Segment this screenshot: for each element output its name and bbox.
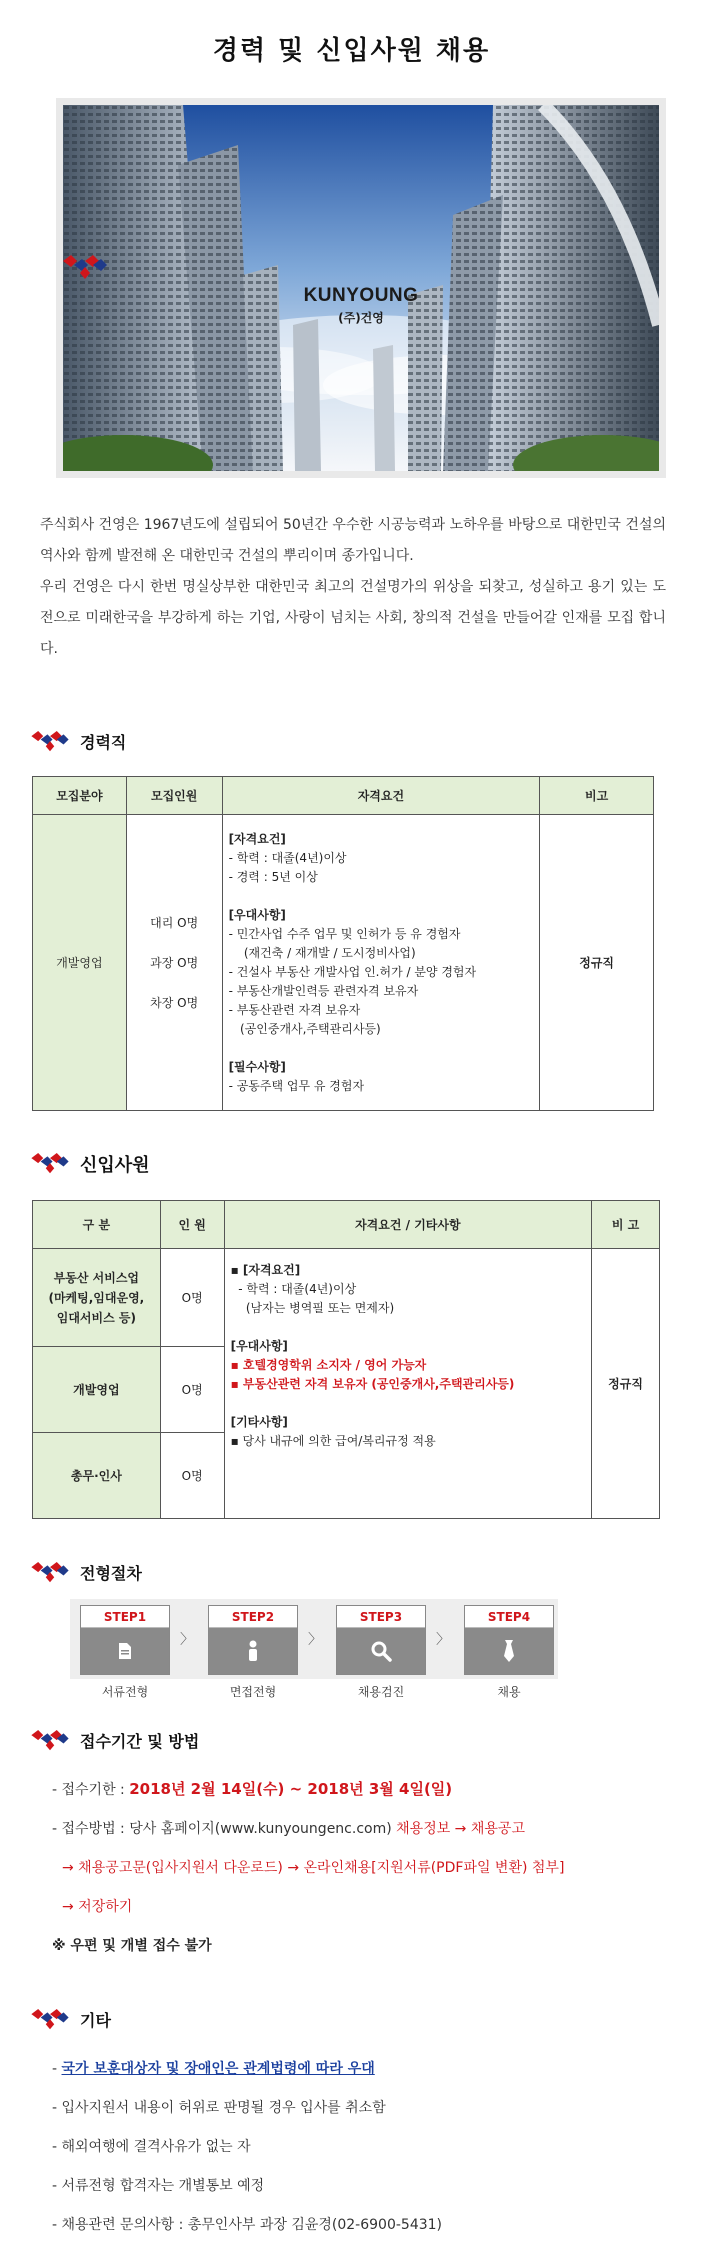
list-item: - 해외여행에 결격사유가 없는 자 [52,2139,251,2155]
req-line: (남자는 병역필 또는 면제자) [230,1301,395,1315]
req-line: - 학력 : 대졸(4년)이상 [230,1282,357,1296]
apply-method-label: - 접수방법 : 당사 홈페이지(www.kunyoungenc.com) [52,1821,397,1837]
process-steps [70,1599,558,1679]
section-etc-heading [30,2008,111,2031]
etc-list [52,2050,442,2245]
process-step-3 [336,1605,426,1675]
req-line: (재건축 / 재개발 / 도시정비사업) [228,945,416,960]
apply-period-label: - 접수기한 : [52,1782,130,1798]
search-icon [370,1640,392,1662]
step-caption: 채용 [497,1685,521,1699]
section-career-title: 경력직 [80,733,127,752]
req-line: (공인중개사,주택관리사등) [228,1021,381,1036]
step-arrow: 〉 [436,1632,450,1648]
req-heading: ▪ [자격요건] [230,1263,301,1277]
newhire-count-cell: O명 [160,1249,224,1347]
kunyoung-logo-icon [30,1562,70,1584]
apply-method-path: → 채용공고문(입사지원서 다운로드) → 온라인채용[지원서류(PDF파일 변환) 첨부] [62,1860,565,1876]
step-arrow: 〉 [180,1632,194,1648]
apply-method-path: → 저장하기 [62,1899,133,1915]
section-process-heading [30,1561,142,1584]
col-header: 자격요건 / 기타사항 [224,1201,592,1249]
tie-icon [501,1639,517,1663]
col-header: 자격요건 [222,777,540,815]
list-item: - 채용관련 문의사항 : 총무인사부 과장 김윤경(02-6900-5431) [52,2217,443,2233]
list-item-prefix: - [52,2061,62,2077]
req-line: - 건설사 부동산 개발사업 인.허가 / 분양 경험자 [228,964,477,979]
req-line-highlight: ▪ 호텔경영학위 소지자 / 영어 가능자 [230,1358,427,1372]
col-header: 인 원 [160,1201,224,1249]
career-table-header [33,777,654,815]
step-label: STEP3 [337,1606,425,1628]
req-heading: [자격요건] [228,831,286,846]
req-line: - 학력 : 대졸(4년)이상 [228,850,347,865]
step-label: STEP4 [465,1606,553,1628]
req-line: - 경력 : 5년 이상 [228,869,318,884]
career-count-item: 대리 O명 [150,915,199,930]
section-career-heading [30,730,126,753]
apply-period [52,1770,564,1810]
req-line: - 부동산개발인력등 관련자격 보유자 [228,983,419,998]
newhire-field-cell [33,1249,161,1347]
newhire-table [32,1200,660,1519]
newhire-field-cell: 총무·인사 [33,1433,161,1519]
kunyoung-logo-icon [30,1153,70,1175]
intro-paragraph-2: 우리 건영은 다시 한번 명실상부한 대한민국 최고의 건설명가의 위상을 되찾고, 성실하고 용기 있는 도전으로 미래한국을 부강하게 하는 기업, 사랑이 넘치는 사회, 창의적 건설을 만들어갈 인재를 모집 합니다. [40,579,666,657]
hero-image [56,98,666,478]
apply-details [52,1770,564,1966]
intro-paragraph-1: 주식회사 건영은 1967년도에 설립되어 50년간 우수한 시공능력과 노하우를 바탕으로 대한민국 건설의 역사와 함께 발전해 온 대한민국 건설의 뿌리이며 종가입니다. [40,517,666,564]
process-step-2 [208,1605,298,1675]
list-item [52,2050,442,2089]
apply-method-path: 채용정보 → 채용공고 [396,1821,525,1837]
req-heading: [우대사항] [230,1339,288,1353]
req-heading: [우대사항] [228,907,286,922]
newhire-count-cell: O명 [160,1347,224,1433]
career-requirements-cell [222,815,540,1111]
col-header: 비고 [540,777,654,815]
col-header: 모집분야 [33,777,127,815]
step-label: STEP1 [81,1606,169,1628]
person-icon [245,1640,261,1662]
req-line: - 부동산관련 자격 보유자 [228,1002,361,1017]
process-step-1 [80,1605,170,1675]
career-count-item: 차장 O명 [150,995,199,1010]
step-caption: 면접전형 [229,1685,277,1699]
step-arrow: 〉 [308,1632,322,1648]
list-item: - 입사지원서 내용이 허위로 판명될 경우 입사를 취소함 [52,2100,386,2116]
apply-notice: ※ 우편 및 개별 접수 불가 [52,1938,212,1954]
kunyoung-logo-icon [30,2009,70,2031]
req-line: - 민간사업 수주 업무 및 인허가 등 유 경험자 [228,926,461,941]
col-header: 모집인원 [126,777,222,815]
table-row [33,1249,660,1347]
veterans-preference-link[interactable]: 국가 보훈대상자 및 장애인은 관계법령에 따라 우대 [61,2061,375,2077]
newhire-field-line: 임대서비스 등) [56,1310,136,1325]
req-line-highlight: ▪ 부동산관련 자격 보유자 (공인중개사,주택관리사등) [230,1377,515,1391]
req-heading: [필수사항] [228,1059,286,1074]
newhire-requirements-cell [224,1249,592,1519]
kunyoung-logo-icon [30,731,70,753]
process-step-4 [464,1605,554,1675]
col-header: 구 분 [33,1201,161,1249]
career-table [32,776,654,1111]
logo-brand-text: KUNYOUNG [303,285,419,306]
company-logo [63,255,659,326]
newhire-count-cell: O명 [160,1433,224,1519]
section-process-title: 전형절차 [80,1564,142,1583]
step-label: STEP2 [209,1606,297,1628]
kunyoung-logo-icon [30,1730,70,1752]
table-row [33,815,654,1111]
newhire-field-cell: 개발영업 [33,1347,161,1433]
kunyoung-logo-icon [63,255,107,281]
col-header: 비 고 [592,1201,660,1249]
section-apply-title: 접수기간 및 방법 [80,1732,200,1751]
apply-period-value: 2018년 2월 14일(수) ~ 2018년 3월 4일(일) [129,1780,453,1798]
step-caption: 채용검진 [357,1685,405,1699]
req-line: - 공동주택 업무 유 경험자 [228,1078,365,1093]
newhire-field-line: 부동산 서비스업 [53,1270,140,1285]
page-title: 경력 및 신입사원 채용 [212,36,491,66]
list-item: - 서류전형 합격자는 개별통보 예정 [52,2178,265,2194]
section-newhire-title: 신입사원 [80,1155,150,1176]
career-count-item: 과장 O명 [150,955,199,970]
logo-sub-text: (주)건영 [338,311,384,325]
newhire-table-header [33,1201,660,1249]
section-apply-heading [30,1729,199,1752]
career-count-cell [126,815,222,1111]
newhire-note-cell: 정규직 [592,1249,660,1519]
career-field-cell: 개발영업 [33,815,127,1111]
req-line: ▪ 당사 내규에 의한 급여/복리규정 적용 [230,1434,436,1448]
document-icon [117,1642,133,1660]
section-newhire-heading [30,1151,150,1177]
step-caption: 서류전형 [101,1685,149,1699]
apply-method [52,1810,564,1849]
section-etc-title: 기타 [80,2011,111,2030]
newhire-field-line: (마케팅,임대운영, [48,1290,145,1305]
req-heading: [기타사항] [230,1415,288,1429]
intro-text [40,510,666,665]
career-note-cell: 정규직 [540,815,654,1111]
